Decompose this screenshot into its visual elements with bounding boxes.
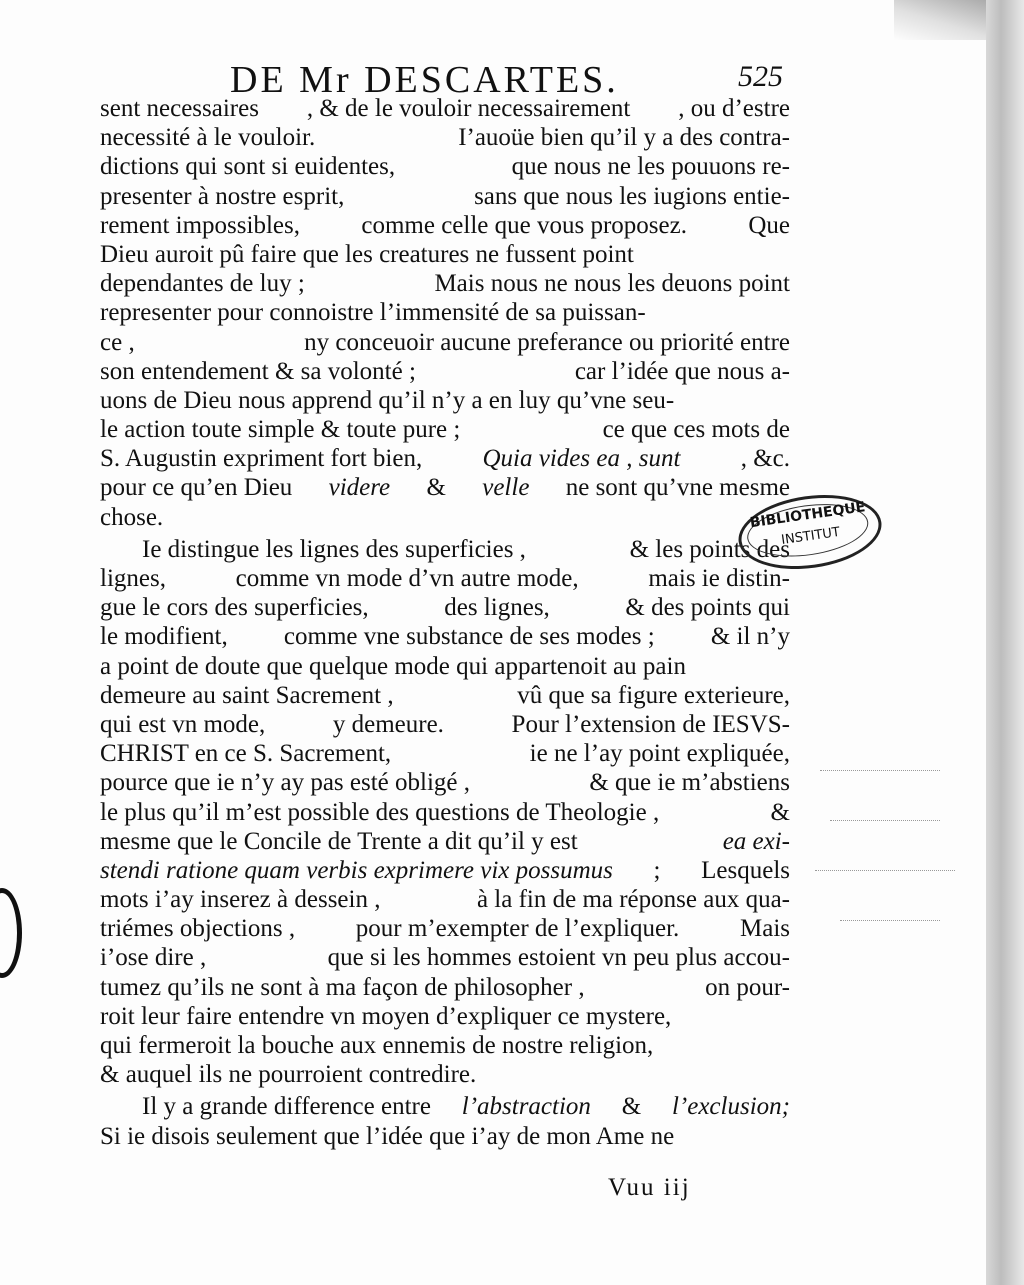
text-segment: presenter à nostre esprit, [100,182,345,210]
text-line [100,1122,790,1151]
text-line [100,503,790,532]
text-segment: y demeure. [332,710,444,738]
text-segment: ce , [100,328,135,356]
text-line [100,182,790,211]
text-segment: uons de Dieu nous apprend qu’il n’y a en luy qu’vne seu- [100,386,675,414]
text-line [100,444,790,473]
text-segment: representer pour connoistre l’immensité de sa puissan- [100,299,646,327]
text-segment: & il n’y [710,623,790,651]
text-line [100,415,790,444]
text-line [100,386,790,415]
text-segment: le plus qu’il m’est possible des questions de Theologie , [100,798,660,826]
page-binding-fold [986,0,1024,1285]
text-line [100,1060,790,1089]
text-segment: Il y a grande difference entre [142,1093,431,1121]
text-segment: sent necessaires [100,95,259,122]
text-segment: mais ie distin- [648,565,790,592]
text-segment: CHRIST en ce S. Sacrement, [100,740,392,768]
text-line [100,473,790,502]
text-segment: Lesquels [701,856,790,884]
text-segment: qui est vn mode, [100,710,266,738]
text-segment: i’ose dire , [100,944,207,972]
text-segment: ce que ces mots de [602,416,790,444]
text-segment: des lignes, [444,594,550,622]
text-segment: demeure au saint Sacrement , [100,681,394,709]
text-segment: & que ie m’abstiens [589,769,790,797]
text-segment: comme vne substance de ses modes ; [283,623,655,651]
text-line [100,798,790,827]
text-line [100,1002,790,1031]
text-segment: mots i’ay inserez à dessein , [100,886,381,914]
text-segment: pour m’exempter de l’expliquer. [355,915,680,943]
text-segment: ny conceuoir aucune preferance ou priorité entre [304,328,790,356]
text-segment: l’abstraction [461,1093,591,1121]
text-segment: Si ie disois seulement que l’idée que i’ay de mon Ame ne [100,1122,675,1150]
text-segment: ea exi- [722,827,790,855]
text-segment: a point de doute que quelque mode qui appartenoit au pain [100,652,686,680]
text-segment: le action toute simple & toute pure ; [100,416,461,444]
text-line [100,152,790,181]
text-segment: & auquel ils ne pourroient contredire. [100,1061,477,1089]
margin-show-through [840,920,940,921]
text-line [100,535,790,564]
text-line [100,885,790,914]
text-segment: Que [748,211,790,239]
text-line [100,652,790,681]
text-segment: gue le cors des superficies, [100,594,369,622]
text-line [100,681,790,710]
text-segment: & [621,1093,642,1121]
text-segment: comme celle que vous proposez. [361,211,687,239]
margin-show-through [820,770,940,771]
text-segment: que si les hommes estoient vn peu plus accou- [327,944,790,972]
text-segment: le modifient, [100,623,228,651]
text-segment: tumez qu’ils ne sont à ma façon de philosopher , [100,973,585,1001]
text-line [100,914,790,943]
text-line [100,856,790,885]
text-segment: on pour- [705,973,790,1001]
text-segment: comme vn mode d’vn autre mode, [235,565,579,592]
text-line [100,240,790,269]
text-segment: ie ne l’ay point expliquée, [529,740,790,768]
text-line [100,943,790,972]
text-segment: Quia vides ea , sunt [482,445,681,473]
text-segment: car l’idée que nous a- [574,357,790,385]
text-segment: stendi ratione quam verbis exprimere vix possumus [100,856,613,884]
text-line [100,593,790,622]
text-line [100,328,790,357]
text-line [100,739,790,768]
text-segment: Mais nous ne nous les deuons point [434,270,790,298]
stamp-line-1: BIBLIOTHEQUE [748,499,867,532]
text-segment: son entendement & sa volonté ; [100,357,416,385]
text-segment: & [426,474,446,502]
text-segment: chose. [100,503,164,531]
text-segment: , & de le vouloir necessairement [306,95,631,122]
text-segment: triémes objections , [100,915,296,943]
text-segment: mesme que le Concile de Trente a dit qu’il y est [100,827,578,855]
text-segment: Pour l’extension de IESVS- [511,710,790,738]
text-line [100,123,790,152]
text-segment: dependantes de luy ; [100,270,305,298]
text-segment: Ie distingue les lignes des superficies , [142,535,526,563]
text-segment: necessité à le vouloir. [100,124,316,152]
text-line [100,357,790,386]
text-segment: ; [653,856,661,884]
text-segment: l’exclusion; [671,1093,790,1121]
text-segment: , &c. [740,445,790,473]
text-line [100,211,790,240]
left-margin-mark [0,888,22,978]
text-line [100,1092,790,1121]
text-segment: pour ce qu’en Dieu [100,474,293,502]
text-line [100,622,790,651]
page-number: 525 [738,60,783,93]
text-line [100,564,790,593]
text-segment: vû que sa figure exterieure, [517,681,790,709]
text-line [100,269,790,298]
text-segment: videre [328,474,391,502]
text-line [100,827,790,856]
text-segment: Dieu auroit pû faire que les creatures ne fussent point [100,240,634,268]
text-segment: I’auoüe bien qu’il y a des contra- [458,124,790,152]
margin-show-through [815,870,955,871]
text-segment: qui fermeroit la bouche aux ennemis de nostre religion, [100,1032,654,1059]
body-text [100,94,790,1151]
catchword: Vuu iij [608,1174,691,1201]
text-line [100,298,790,327]
text-segment: à la fin de ma réponse aux qua- [476,886,790,914]
text-segment: S. Augustin expriment fort bien, [100,445,423,473]
text-segment: lignes, [100,565,166,592]
text-segment: pource que ie n’y ay pas esté obligé , [100,769,471,797]
text-segment: Mais [740,915,790,943]
text-line [100,973,790,1002]
text-segment: que nous ne les pouuons re- [511,153,790,181]
text-segment: & les points des [629,535,790,563]
text-segment: roit leur faire entendre vn moyen d’expliquer ce mystere, [100,1002,672,1030]
text-segment: sans que nous les iugions entie- [474,182,790,210]
text-segment: & des points qui [625,594,790,622]
stamp-line-2: INSTITUT [780,524,841,548]
running-title: DE Mr DESCARTES. [230,59,619,101]
text-line [100,710,790,739]
text-segment: & [770,798,790,826]
margin-show-through [830,820,940,821]
text-segment: rement impossibles, [100,211,300,239]
text-segment: velle [482,474,530,502]
text-line [100,94,790,123]
text-segment: ne sont qu’vne mesme [565,474,790,502]
text-line [100,1031,790,1060]
text-segment: , ou d’estre [678,95,790,122]
text-line [100,768,790,797]
text-segment: dictions qui sont si euidentes, [100,153,396,181]
